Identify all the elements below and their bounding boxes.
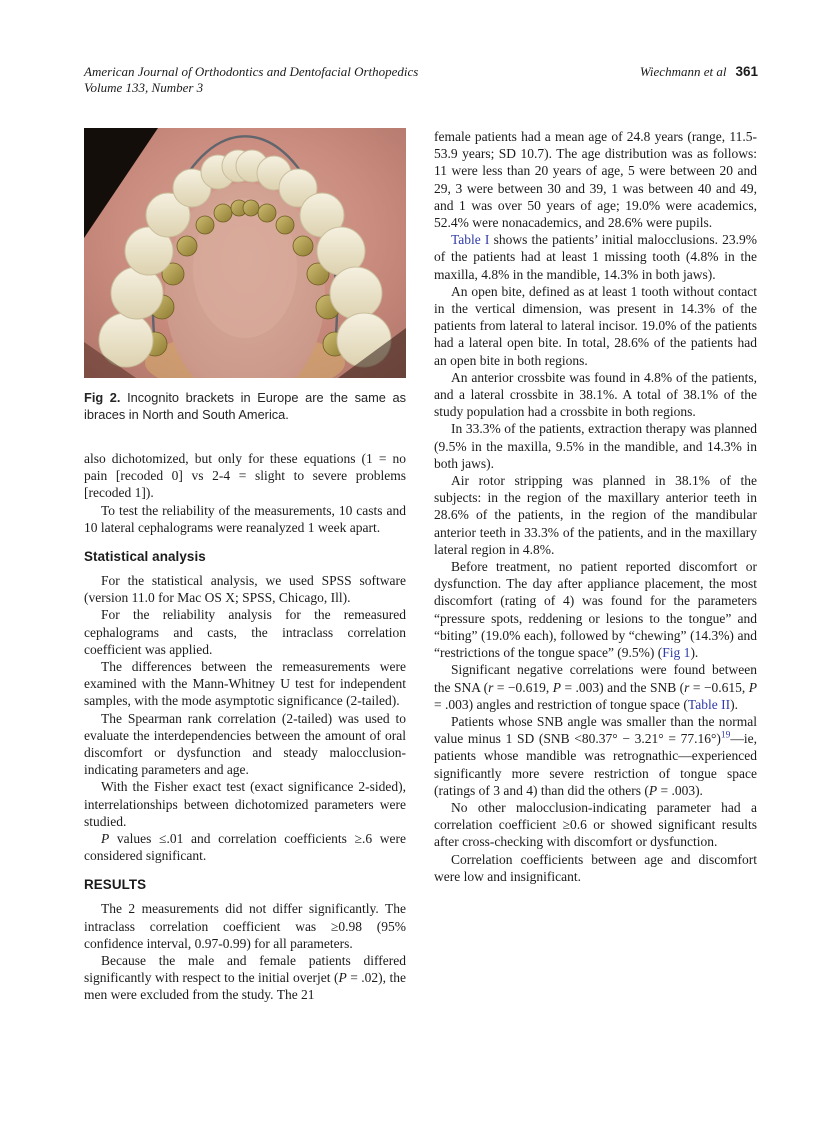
- text-run: P: [552, 679, 561, 695]
- text-run: Significant negative correlations were found between the SNA (: [434, 662, 757, 695]
- paragraph: [434, 713, 757, 799]
- journal-title: American Journal of Orthodontics and Dentofacial Orthopedics: [84, 64, 419, 79]
- text-run: = .02), the men were excluded from the study. The 21: [84, 970, 406, 1003]
- paragraph: [84, 830, 406, 864]
- running-author: Wiechmann et al: [639, 64, 727, 79]
- paragraph: [434, 558, 757, 661]
- text-run: P: [338, 970, 347, 986]
- text-run: Before treatment, no patient reported discomfort or dysfunction. The day after appliance placement, the most discomfort (rating of 4) was found for the parameters “pressure spots, reddening or lesions to the tongue” and “biting” (19.0% each), followed by “chewing” (14.3%) and “restrictions of the tongue space” (9.5%) (: [434, 559, 757, 661]
- paragraph: [434, 369, 757, 421]
- journal-identification: [84, 64, 418, 96]
- section-heading: RESULTS: [84, 877, 147, 893]
- left-column: [84, 128, 406, 1004]
- text-run: ).: [730, 696, 738, 712]
- paragraph: [434, 661, 757, 713]
- figure-2: [84, 128, 406, 423]
- text-run: The 2 measurements did not differ significantly. The intraclass correlation coefficient was ≥0.98 (95% confidence interval, 0.97-0.99) for all parameters.: [84, 901, 406, 951]
- paragraph: [434, 420, 757, 472]
- paragraph: [84, 658, 406, 710]
- paragraph: [434, 851, 757, 885]
- paragraph: [434, 799, 757, 851]
- text-run: P: [748, 679, 758, 695]
- paragraph: [84, 450, 406, 502]
- paragraph: [434, 283, 757, 369]
- journal-volume: Volume 133, Number 3: [84, 80, 204, 95]
- paragraph: [84, 572, 406, 606]
- figure-caption-text: Incognito brackets in Europe are the same as ibraces in North and South America.: [84, 390, 407, 422]
- text-run: Correlation coefficients between age and discomfort were low and insignificant.: [434, 851, 757, 884]
- text-run: Air rotor stripping was planned in 38.1% of the subjects: in the region of the maxillary anterior teeth in 28.6% of the patients, in the region of the mandibular anterior teeth in 33.3% of the patients, and in the maxillary lateral region in 4.8%.: [434, 473, 757, 557]
- cross-reference-link[interactable]: Table I: [451, 232, 490, 248]
- text-run: For the statistical analysis, we used SPSS software (version 11.0 for Mac OS X; SPSS, Chicago, Ill).: [84, 573, 406, 606]
- right-column: [434, 128, 757, 885]
- text-run: female patients had a mean age of 24.8 years (range, 11.5-53.9 years; SD 10.7). The age distribution was as follows: 11 were less than 20 years of age, 5 were between 20 and 29, 3 were between 30 and 39, 1 was between 40 and 49, and 1 was over 50 years of age; 19.0% were academics, 52.4% were nonacademics, and 28.6% were pupils.: [434, 129, 757, 231]
- text-run: P: [648, 782, 658, 798]
- text-run: = .003) angles and restriction of tongue space (: [434, 696, 688, 712]
- right-column-text: [434, 128, 757, 885]
- text-run: = −0.615,: [689, 679, 749, 695]
- cross-reference-link[interactable]: Fig 1: [662, 645, 691, 661]
- text-run: For the reliability analysis for the remeasured cephalograms and casts, the intraclass correlation coefficient was applied.: [84, 607, 406, 657]
- paragraph: [434, 472, 757, 558]
- text-run: = .003).: [657, 782, 703, 798]
- text-run: Because the male and female patients differed significantly with respect to the initial overjet (: [84, 953, 406, 986]
- page-number: 361: [735, 64, 758, 79]
- text-run: ).: [690, 645, 699, 661]
- paragraph: [84, 502, 406, 536]
- figure-caption-label: Fig 2.: [84, 390, 121, 405]
- paragraph: [84, 952, 406, 1004]
- text-run: r: [488, 679, 494, 695]
- text-run: —ie, patients whose mandible was retrognathic—experienced significantly more severe restriction of tongue space (ratings of 3 and 4) than did the others (: [434, 731, 757, 798]
- text-run: = .003) and the SNB (: [561, 679, 685, 695]
- text-run: In 33.3% of the patients, extraction therapy was planned (9.5% in the maxilla, 9.5% in the mandible, and 14.3% in both jaws).: [434, 421, 757, 471]
- text-run: P: [101, 831, 110, 847]
- text-run: An open bite, defined as at least 1 tooth without contact in the vertical dimension, was present in 14.3% of the patients from lateral to lateral incisor. 19.0% of the patients had a lateral open bite. In total, 28.6% of the patients had an open bite in both regions.: [434, 283, 757, 368]
- text-run: No other malocclusion-indicating parameter had a correlation coefficient ≥0.6 or showed significant results after cross-checking with discomfort or dysfunction.: [434, 799, 757, 850]
- paragraph: [84, 606, 406, 658]
- text-run: also dichotomized, but only for these equations (1 = no pain [recoded 0] vs 2-4 = slight to severe problems [recoded 1]).: [84, 451, 406, 501]
- text-run: The differences between the remeasurements were examined with the Mann-Whitney U test for independent samples, with the mode asymptotic significance (2-tailed).: [84, 659, 406, 709]
- paragraph: [84, 778, 406, 830]
- cross-reference-link[interactable]: Table II: [687, 696, 731, 712]
- paragraph: [434, 128, 757, 231]
- left-column-text: [84, 450, 406, 1004]
- running-head: [640, 64, 758, 80]
- text-run: values ≤.01 and correlation coefficients ≥.6 were considered significant.: [84, 831, 406, 864]
- text-run: = −0.619,: [493, 679, 553, 695]
- text-run: With the Fisher exact test (exact significance 2-sided), interrelationships between dichotomized parameters were studied.: [84, 779, 406, 829]
- intraoral-photo: [84, 128, 406, 378]
- paragraph: [84, 710, 406, 779]
- paragraph: [434, 231, 757, 283]
- cross-reference-link[interactable]: 19: [720, 730, 731, 741]
- text-run: An anterior crossbite was found in 4.8% of the patients, and a lateral crossbite in 38.1%. A total of 38.1% of the study population had a crossbite in both regions.: [434, 369, 757, 420]
- text-run: The Spearman rank correlation (2-tailed) was used to evaluate the interdependencies between the amount of oral discomfort or dysfunction and steady malocclusion-indicating parameters and age.: [84, 710, 406, 778]
- text-run: r: [684, 679, 690, 695]
- figure-caption: [84, 390, 406, 423]
- text-run: Patients whose SNB angle was smaller than the normal value minus 1 SD (SNB <80.37° − 3.21° = 77.16°): [434, 713, 757, 747]
- paragraph: [84, 900, 406, 952]
- text-run: To test the reliability of the measurements, 10 casts and 10 lateral cephalograms were reanalyzed 1 week apart.: [84, 502, 406, 535]
- text-run: shows the patients’ initial malocclusions. 23.9% of the patients had at least 1 missing tooth (4.8% in the maxilla, 4.8% in the mandible, 14.3% in both jaws).: [434, 232, 757, 282]
- page-header: [84, 64, 758, 96]
- section-heading: Statistical analysis: [84, 549, 206, 565]
